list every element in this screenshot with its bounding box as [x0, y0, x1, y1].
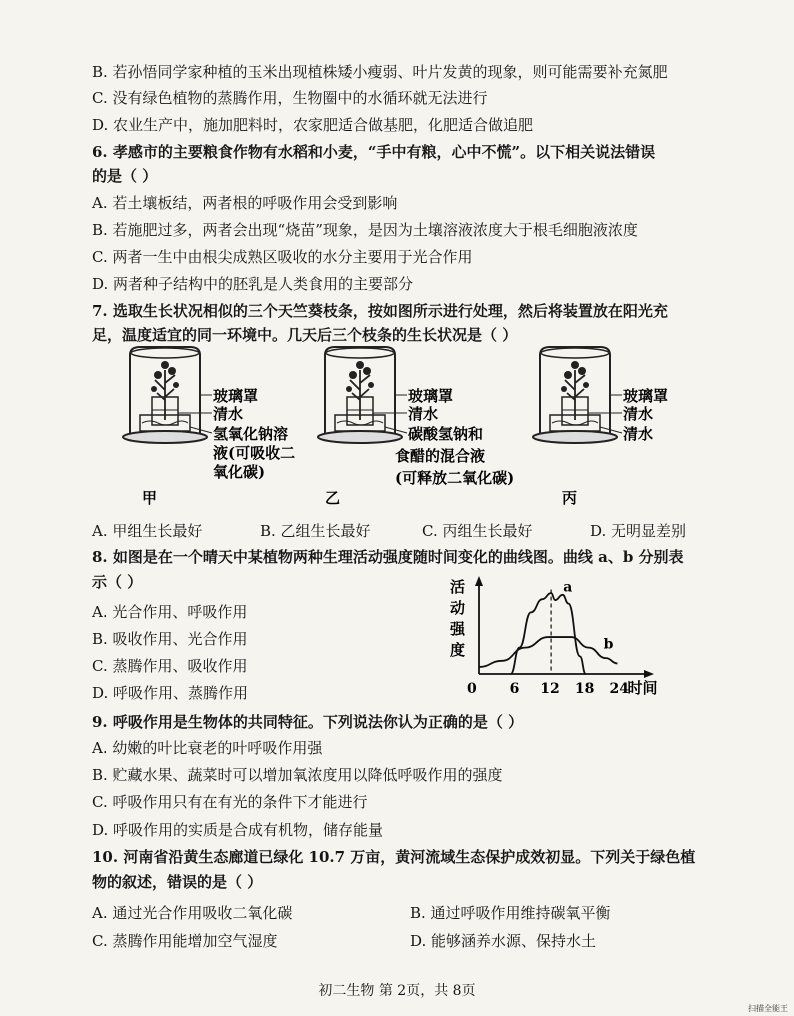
group-name: 丙 [562, 489, 578, 507]
label-cover: 玻璃罩 [623, 387, 669, 405]
q5-option-b: B. 若孙悟同学家种植的玉米出现植株矮小瘦弱、叶片发黄的现象，则可能需要补充氮肥 [92, 63, 668, 81]
q6-option-d: D. 两者种子结构中的胚乳是人类食用的主要部分 [92, 275, 414, 293]
q7-option-d: D. 无明显差别 [590, 522, 687, 540]
label-cover: 玻璃罩 [213, 387, 259, 405]
svg-text:液(可吸收二: 液(可吸收二 [213, 444, 296, 462]
q10-option-d: D. 能够涵养水源、保持水土 [410, 932, 597, 950]
q9-stem: 9. 呼吸作用是生物体的共同特征。下列说法你认为正确的是（ ） [92, 713, 524, 731]
group-name: 甲 [142, 489, 158, 507]
svg-text:氧化碳): 氧化碳) [213, 463, 266, 481]
base-plate [123, 431, 207, 443]
apparatus-bing [533, 347, 668, 507]
apparatus-yi [318, 347, 514, 507]
x-tick-label: 12 [540, 681, 560, 697]
q7-stem-line2: 足，温度适宜的同一环境中。几天后三个枝条的生长状况是（ ） [92, 326, 518, 344]
q10-stem-line1: 10. 河南省沿黄生态廊道已绿化 10.7 万亩，黄河流域生态保护成效初显。下列关于绿色植 [92, 848, 696, 866]
label-solution: 清水 [623, 425, 654, 443]
q7-stem-line1: 7. 选取生长状况相似的三个天竺葵枝条，按如图所示进行处理，然后将装置放在阳光充 [92, 302, 668, 320]
q6-option-b: B. 若施肥过多，两者会出现“烧苗”现象，是因为土壤溶液浓度大于根毛细胞液浓度 [92, 221, 638, 239]
page-footer: 初二生物 第 2页，共 8页 [318, 983, 476, 999]
q8-stem-line1: 8. 如图是在一个晴天中某植物两种生理活动强度随时间变化的曲线图。曲线 a、b 分别表 [92, 548, 684, 566]
x-tick-label: 24 [609, 681, 629, 697]
q7-option-c: C. 丙组生长最好 [422, 522, 533, 540]
q9-option-c: C. 呼吸作用只有在有光的条件下才能进行 [92, 793, 368, 811]
x-axis-arrow [644, 670, 654, 678]
q7-option-a: A. 甲组生长最好 [92, 522, 203, 540]
q8-option-d: D. 呼吸作用、蒸腾作用 [92, 684, 249, 702]
q5-option-c: C. 没有绿色植物的蒸腾作用，生物圈中的水循环就无法进行 [92, 89, 488, 107]
q8-option-c: C. 蒸腾作用、吸收作用 [92, 657, 248, 675]
q10-option-c: C. 蒸腾作用能增加空气湿度 [92, 932, 278, 950]
label-solution: 碳酸氢钠和 [408, 425, 484, 443]
curve-b-label: b [603, 636, 614, 653]
q9-option-d: D. 呼吸作用的实质是合成有机物，储存能量 [92, 821, 384, 839]
q9-option-b: B. 贮藏水果、蔬菜时可以增加氧浓度用以降低呼吸作用的强度 [92, 766, 503, 784]
q6-stem-line1: 6. 孝感市的主要粮食作物有水稻和小麦，“手中有粮，心中不慌”。以下相关说法错误 [92, 143, 656, 161]
cover-top [131, 348, 199, 358]
q6-option-c: C. 两者一生中由根尖成熟区吸收的水分主要用于光合作用 [92, 248, 473, 266]
q10-option-b: B. 通过呼吸作用维持碳氧平衡 [410, 904, 611, 922]
q6-stem-line2: 的是（ ） [92, 167, 158, 185]
q9-option-a: A. 幼嫩的叶比衰老的叶呼吸作用强 [92, 739, 323, 757]
scanner-watermark: 扫描全能王 [748, 1004, 788, 1013]
q10-stem-line2: 物的叙述，错误的是（ ） [92, 873, 263, 891]
apparatus-jia [123, 347, 295, 507]
curve-a-label: a [563, 579, 573, 596]
x-tick-label: 6 [509, 681, 520, 697]
label-cover: 玻璃罩 [408, 387, 454, 405]
q8-option-a: A. 光合作用、呼吸作用 [92, 603, 248, 621]
q10-option-a: A. 通过光合作用吸收二氧化碳 [92, 904, 293, 922]
x-tick-label: 0 [467, 681, 477, 697]
svg-text:(可释放二氧化碳): (可释放二氧化碳) [395, 469, 515, 487]
svg-text:活动强度: 活动强度 [450, 578, 466, 659]
q8-activity-chart [440, 574, 690, 700]
label-water: 清水 [623, 405, 654, 423]
label-water: 清水 [408, 405, 439, 423]
q7-option-b: B. 乙组生长最好 [260, 522, 371, 540]
q6-option-a: A. 若土壤板结，两者根的呼吸作用会受到影响 [92, 194, 398, 212]
q8-stem-line2: 示（ ） [92, 573, 143, 591]
q7-apparatus-figure [100, 345, 730, 517]
y-axis-arrow [475, 576, 483, 586]
label-water: 清水 [213, 405, 244, 423]
chart-ylabel [449, 578, 466, 659]
svg-text:食醋的混合液: 食醋的混合液 [395, 447, 486, 465]
q8-option-b: B. 吸收作用、光合作用 [92, 630, 248, 648]
group-name: 乙 [325, 489, 341, 507]
curve-b [479, 637, 617, 667]
label-solution: 氢氧化钠溶 [213, 425, 289, 443]
q5-option-d: D. 农业生产中，施加肥料时，农家肥适合做基肥，化肥适合做追肥 [92, 116, 534, 134]
curve-a [511, 593, 586, 674]
chart-xlabel: 时间 [627, 679, 658, 697]
x-tick-label: 18 [574, 681, 595, 697]
